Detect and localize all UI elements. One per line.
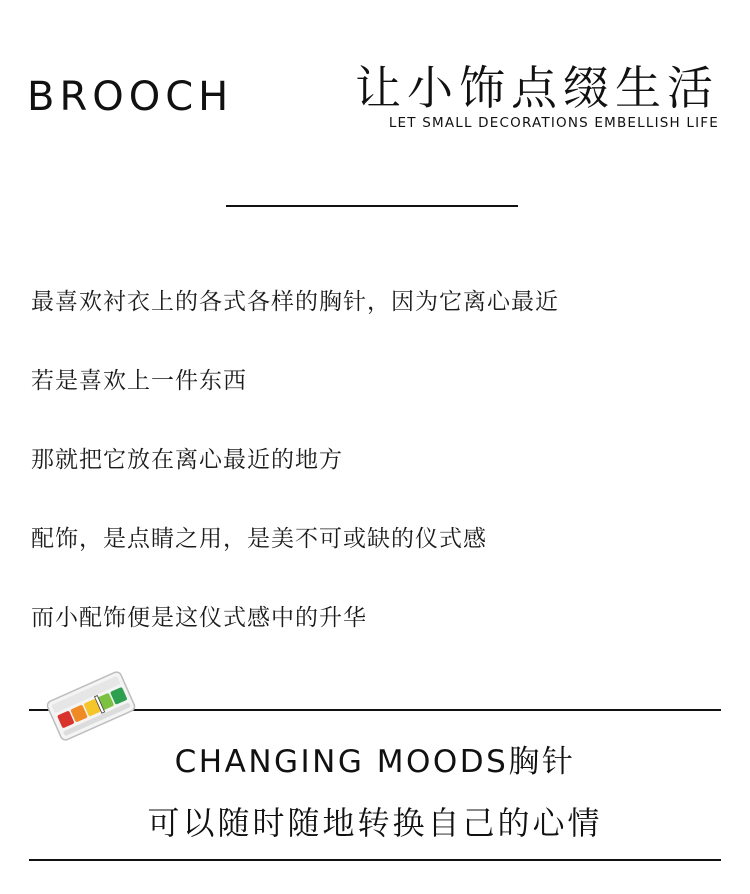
- feature-subtitle: 可以随时随地转换自己的心情: [147, 804, 603, 842]
- mood-meter-sticker: [45, 669, 138, 743]
- top-divider: [226, 205, 518, 207]
- brand-title: BROOCH: [27, 74, 234, 120]
- body-line-5: 而小配饰便是这仪式感中的升华: [31, 605, 367, 631]
- mood-meter-icon: [45, 669, 138, 743]
- feature-title: CHANGING MOODS胸针: [174, 744, 576, 780]
- body-line-2: 若是喜欢上一件东西: [31, 368, 247, 394]
- slogan-chinese: 让小饰点缀生活: [355, 61, 719, 115]
- slogan-english: LET SMALL DECORATIONS EMBELLISH LIFE: [388, 115, 719, 131]
- feature-bottom-rule: [29, 859, 721, 861]
- body-line-4: 配饰，是点睛之用，是美不可或缺的仪式感: [31, 526, 487, 552]
- body-line-1: 最喜欢衬衣上的各式各样的胸针，因为它离心最近: [31, 289, 559, 315]
- body-line-3: 那就把它放在离心最近的地方: [31, 447, 343, 473]
